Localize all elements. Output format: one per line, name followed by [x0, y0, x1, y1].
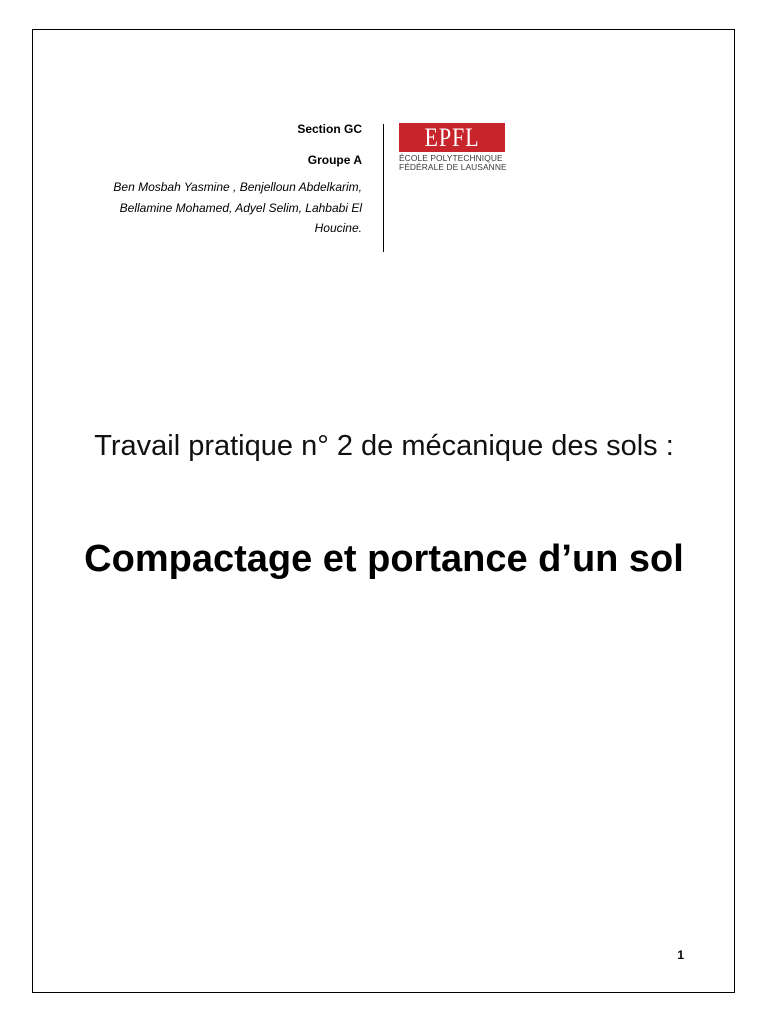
document-title: Compactage et portance d’un sol [84, 538, 684, 580]
section-label: Section GC [297, 122, 362, 136]
logo-bar [399, 123, 505, 152]
epfl-logo [399, 123, 505, 171]
logo-mark: EPFL [424, 123, 480, 152]
header-divider [383, 124, 384, 252]
document-subtitle: Travail pratique n° 2 de mécanique des sols : [94, 430, 674, 462]
logo-text-line1: ÉCOLE POLYTECHNIQUE [399, 153, 503, 163]
page-number: 1 [677, 948, 684, 962]
logo-text-line2: FÉDÉRALE DE LAUSANNE [399, 161, 507, 172]
authors-list: Ben Mosbah Yasmine , Benjelloun Abdelkarim, Bellamine Mohamed, Adyel Selim, Lahbabi El Houcine. [113, 180, 362, 235]
header-info [80, 121, 362, 239]
group-label: Groupe A [307, 153, 362, 167]
